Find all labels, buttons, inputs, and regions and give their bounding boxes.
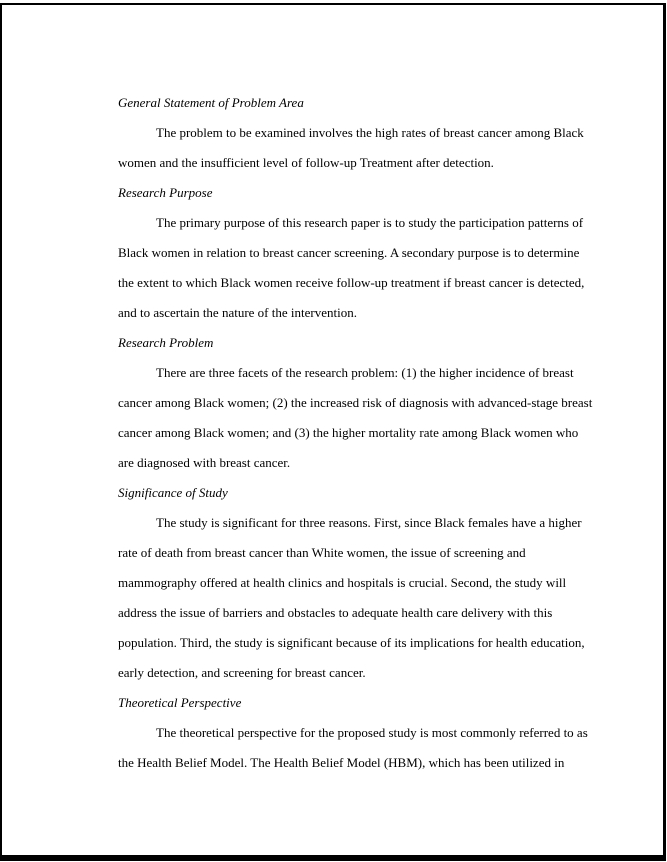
text-block	[118, 88, 596, 778]
section-heading: Research Problem	[118, 335, 214, 350]
section-paragraph: There are three facets of the research problem: (1) the higher incidence of breast cancer among Black women; (2) the increased risk of diagnosis with advanced-stage breast cancer among Black women; and (3) the higher mortality rate among Black women who are diagnosed with breast cancer.	[118, 365, 593, 470]
section-theoretical-perspective	[118, 688, 596, 778]
section-heading: Significance of Study	[118, 485, 228, 500]
section-heading: Theoretical Perspective	[118, 695, 242, 710]
section-paragraph: The primary purpose of this research paper is to study the participation patterns of Black women in relation to breast cancer screening. A secondary purpose is to determine the extent to which Black women receive follow-up treatment if breast cancer is detected, and to ascertain the nature of the intervention.	[118, 215, 585, 320]
section-general-statement	[118, 88, 596, 178]
section-paragraph: The study is significant for three reasons. First, since Black females have a higher rate of death from breast cancer than White women, the issue of screening and mammography offered at health clinics and hospitals is crucial. Second, the study will address the issue of barriers and obstacles to adequate health care delivery with this population. Third, the study is significant because of its implications for health education, early detection, and screening for breast cancer.	[118, 515, 585, 680]
section-research-purpose	[118, 178, 596, 328]
section-research-problem	[118, 328, 596, 478]
section-significance-of-study	[118, 478, 596, 688]
section-heading: General Statement of Problem Area	[118, 95, 304, 110]
section-paragraph: The theoretical perspective for the proposed study is most commonly referred to as the Health Belief Model. The Health Belief Model (HBM), which has been utilized in	[118, 725, 588, 770]
section-paragraph: The problem to be examined involves the high rates of breast cancer among Black women and the insufficient level of follow-up Treatment after detection.	[118, 125, 584, 170]
section-heading: Research Purpose	[118, 185, 213, 200]
